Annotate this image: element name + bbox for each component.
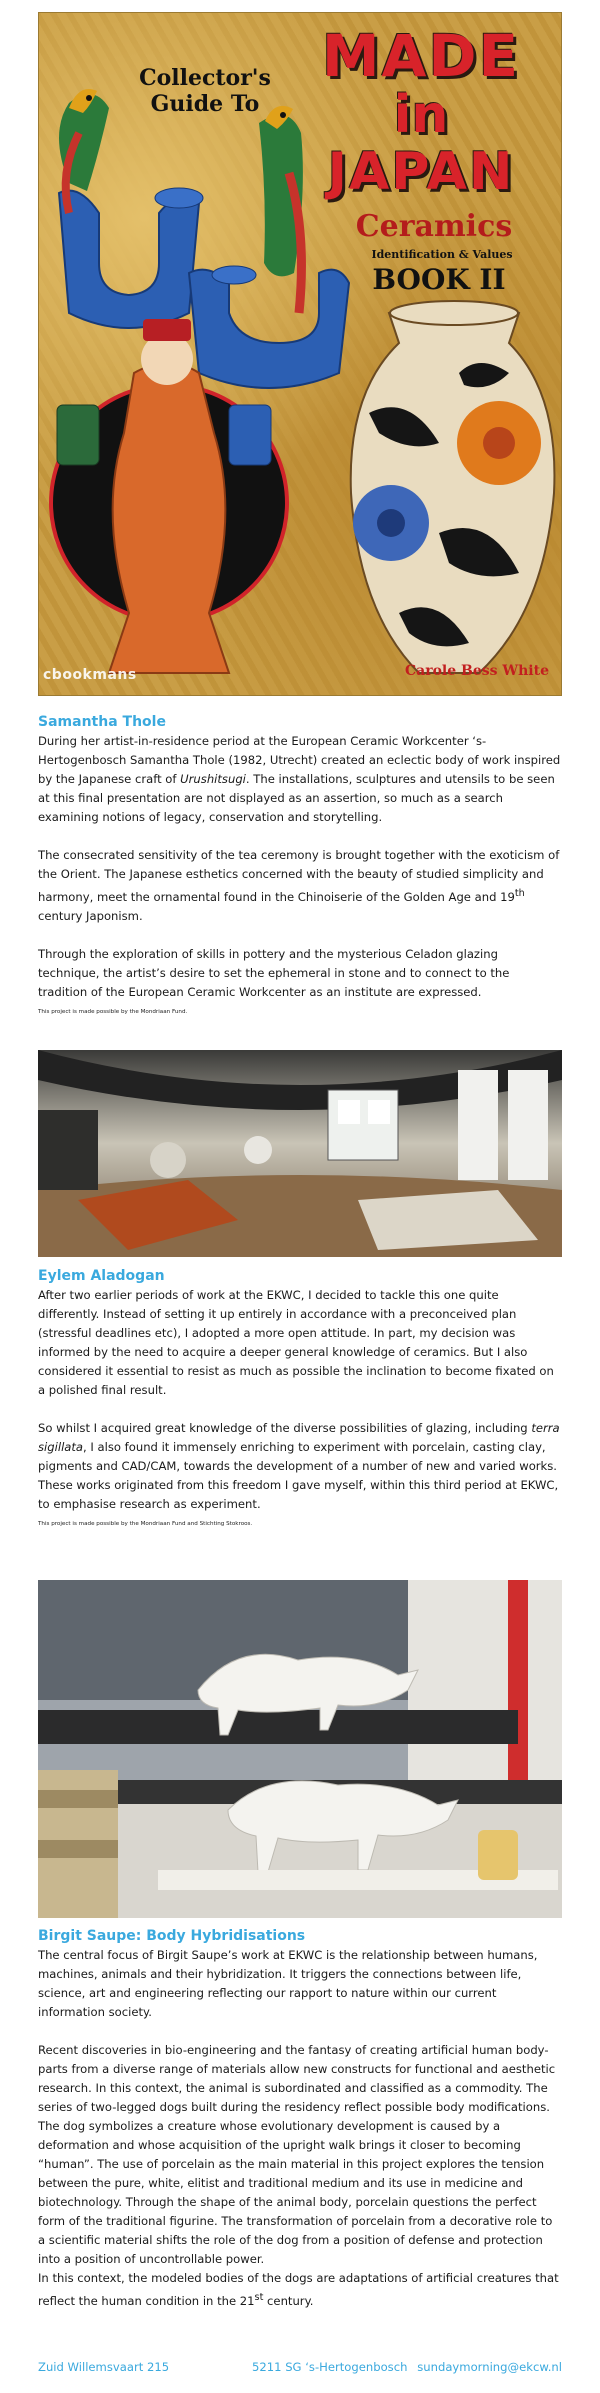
cover-subtitle: Identification & Values [371,248,513,261]
porcelain-dogs-illustration [38,1580,562,1918]
text-run: . The installations, sculptures and utensils to be seen at this final presentation are not displayed as an assertion, so much as a search examining notions of legacy, conservation and storytelling. [38,772,555,824]
cover-author: Carole Bess White [405,663,549,679]
superscript: th [514,888,525,899]
superscript: st [254,2292,264,2303]
cover-guide-title [125,65,285,117]
section-title: Birgit Saupe: Body Hybridisations [38,1928,306,1944]
text-run: , I also found it immensely enriching to experiment with porcelain, casting clay, pigments and CAD/CAM, towards the development of a number of new and varied works. These works originated from this freedom I gave myself, within this third period at EKWC, to emphasise research as experiment. [38,1440,559,1511]
porcelain-dogs-photo [38,1580,562,1918]
section-eylem-aladogan [38,1266,562,1528]
studio-panorama-illustration [38,1050,562,1257]
cover-title-made: MADE [321,22,521,90]
text-run: So whilst I acquired great knowledge of the diverse possibilities of glazing, including [38,1421,532,1435]
cover-title-japan: JAPAN [327,142,515,202]
section-birgit-saupe [38,1926,562,2311]
section-title: Eylem Aladogan [38,1268,165,1284]
studio-panorama-photo [38,1050,562,1257]
funding-note: This project is made possible by the Mondriaan Fund. [38,1008,188,1015]
paragraph: Through the exploration of skills in pottery and the mysterious Celadon glazing technique, the artist’s desire to set the ephemeral in stone and to connect to the tradition of the European Ceramic Workcenter as an institute are expressed. [38,946,510,999]
cover-ceramics: Ceramics [355,209,513,244]
footer [38,2358,562,2378]
text-run: century. [263,2293,314,2308]
text-run: In this context, the modeled bodies of the dogs are adaptations of artificial creatures that reflect the human condition in the 21 [38,2271,559,2308]
footer-email-link[interactable]: sundaymorning@ekcw.nl [417,2360,562,2374]
cover-book-number: BOOK II [372,263,506,296]
paragraph: Recent discoveries in bio-engineering and the fantasy of creating artificial human body-parts from a diverse range of materials allow new constructs for functional and aesthetic research. In this context, the animal is subordinated and classified as a commodity. The series of two-legged dogs built during the residency reflect possible body modifications. The dog symbolizes a creature whose evolutionary development is caused by a deformation and whose acquisition of the upright walk brings it closer to becoming “human”. The use of porcelain as the main material in this project explores the tension between the pure, white, elitist and traditional medium and its use in medicine and biotechnology. Through the shape of the animal body, porcelain questions the perfect form of the traditional figurine. The transformation of porcelain from a decorative role to a scientific material shifts the role of the dog from a position of defense and protection into a position of uncontrollable power. [38,2043,556,2266]
section-samantha-thole [38,712,562,1016]
footer-address: Zuid Willemsvaart 215 [38,2360,170,2374]
text-run: The consecrated sensitivity of the tea ceremony is brought together with the exoticism of the Orient. The Japanese esthetics concerned with the beauty of studied simplicity and harmony, meet the ornamental found in the Chinoiserie of the Golden Age and 19 [38,848,560,904]
emphasis-text: Urushitsugi [180,772,246,786]
cover-guide-line1: Collector's [139,65,271,91]
paragraph: The central focus of Birgit Saupe’s work at EKWC is the relationship between humans, machines, animals and their hybridization. It triggers the connections between life, science, art and engineering reflecting our rapport to nature within our current information society. [38,1948,538,2019]
text-run: During her artist-in-residence period at the European Ceramic Workcenter ‘s-Hertogenbosch Samantha Thole (1982, Utrecht) created an eclectic body of work inspired by the Japanese craft of [38,734,561,786]
paragraph [38,2269,562,2311]
cover-publisher-logo: cbookmans [43,667,137,683]
section-title: Samantha Thole [38,714,166,730]
paragraph: After two earlier periods of work at the EKWC, I decided to tackle this one quite differently. Instead of setting it up entirely in accordance with a preconceived plan (stressful deadlines etc), I adopted a more open attitude. In part, my decision was informed by the need to acquire a deeper general knowledge of ceramics. But I also considered it essential to resist as much as possible the inclination to become fixated on a polished final result. [38,1288,554,1397]
funding-note: This project is made possible by the Mondriaan Fund and Stichting Stokroos. [38,1521,253,1527]
cover-guide-line2: Guide To [150,91,260,117]
paragraph [38,1419,562,1514]
paragraph [38,732,562,827]
footer-city: 5211 SG ‘s-Hertogenbosch [252,2360,408,2374]
cover-title-in: in [393,85,449,145]
emphasis-text: terra sigillata [38,1421,560,1454]
paragraph [38,846,562,926]
book-cover-image [38,12,562,696]
text-run: century Japonism. [38,908,143,923]
